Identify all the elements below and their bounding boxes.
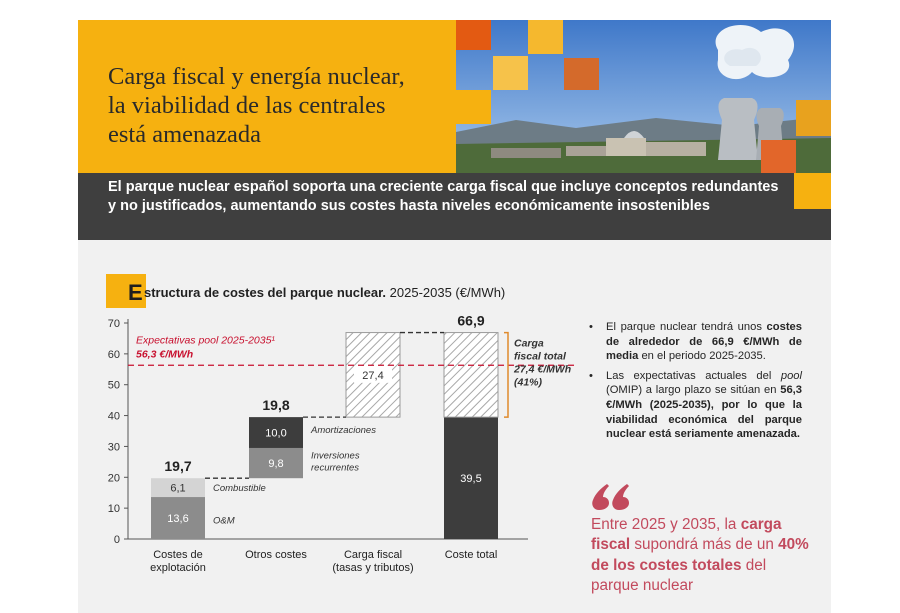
nuclear-plant-photo — [456, 20, 831, 173]
bullet-list — [586, 320, 802, 447]
data-label: 6,1 — [170, 482, 186, 495]
bullet-dot-icon: • — [589, 321, 593, 333]
quote-segment: supondrá más de un — [630, 536, 779, 554]
data-label: 27,4 — [362, 369, 384, 382]
bullet-segment: El parque nuclear tendrá unos — [606, 321, 767, 333]
browser-top-strip — [0, 0, 900, 21]
chart-heading — [106, 274, 626, 308]
segment-annotation: Amortizaciones — [311, 425, 376, 437]
total-label: 66,9 — [457, 312, 485, 329]
y-tick-label: 10 — [107, 503, 120, 516]
data-label: 39,5 — [460, 473, 482, 486]
chart-title-rest: 2025-2035 (€/MWh) — [389, 285, 506, 300]
subtitle: El parque nuclear español soporta una creciente carga fiscal que incluye conceptos redundantes y no justificados, aumentando sus costes hasta niveles económicamente insostenibles — [108, 179, 779, 214]
total-label: 19,7 — [164, 458, 192, 475]
bullet-segment: pool — [780, 369, 802, 382]
data-label: 9,8 — [268, 458, 284, 471]
bullet-item — [586, 320, 802, 364]
title-banner — [78, 20, 456, 173]
quote-segment: Entre 2025 y 2035, la — [591, 516, 741, 533]
reference-line-value: 56,3 €/MWh — [136, 348, 194, 361]
data-label: 13,6 — [167, 513, 189, 526]
bullet-segment: costes de alrededor de 66,9 €/MWh de media — [606, 321, 802, 363]
bracket-annotation: fiscal total — [514, 350, 566, 363]
bullet-item — [586, 369, 802, 442]
segment-annotation: O&M — [213, 515, 235, 527]
bullet-segment: (OMIP) a largo plazo se sitúan en — [606, 384, 781, 397]
bullet-segment: 56,3 €/MWh (2025-2035), por lo que la viabilidad económica del parque nuclear está seriamente amenazada. — [606, 384, 802, 441]
segment-annotation: Inversiones — [311, 450, 360, 462]
document-page — [78, 20, 831, 613]
category-label: (tasas y tributos) — [332, 562, 414, 574]
chart-title — [144, 285, 505, 300]
y-tick-label: 70 — [107, 318, 120, 330]
title-line-3: está amenazada — [108, 121, 262, 148]
page-title — [108, 62, 448, 149]
left-margin — [0, 20, 78, 613]
title-line-1: Carga fiscal y energía nuclear, — [108, 63, 405, 90]
y-tick-label: 20 — [107, 472, 120, 485]
category-label: Coste total — [444, 549, 498, 561]
category-label: Otros costes — [245, 549, 307, 561]
y-tick-label: 30 — [107, 441, 120, 454]
data-label: 10,0 — [265, 427, 287, 440]
quote-icon — [591, 482, 631, 512]
category-label: explotación — [150, 562, 206, 574]
bracket-annotation: Carga — [514, 337, 544, 350]
heading-initial: E — [128, 280, 143, 305]
quote-text — [591, 515, 816, 596]
segment-annotation: Combustible — [213, 482, 266, 494]
y-tick-label: 0 — [113, 534, 120, 546]
bracket — [504, 333, 508, 418]
y-tick-label: 60 — [107, 348, 120, 361]
decorative-square — [794, 173, 831, 209]
bullet-dot-icon: • — [589, 369, 593, 382]
bullet-segment: en el periodo 2025-2035. — [638, 350, 766, 363]
reference-line-label: Expectativas pool 2025-2035¹ — [136, 334, 275, 347]
quote-segment: del parque nuclear — [591, 556, 767, 594]
bullet-segment: Las expectativas actuales del — [606, 369, 781, 382]
y-tick-label: 50 — [107, 379, 120, 392]
bracket-annotation: 27,4 €/MWh — [514, 363, 572, 376]
chart-svg — [78, 310, 578, 580]
bar-segment — [444, 333, 498, 418]
category-label: Costes de — [153, 549, 203, 561]
waterfall-chart — [78, 310, 578, 580]
title-line-2: la viabilidad de las centrales — [108, 92, 386, 119]
bracket-annotation: (41%) — [514, 376, 543, 389]
right-margin — [831, 20, 900, 613]
subtitle-band — [78, 173, 831, 240]
y-tick-label: 40 — [107, 410, 120, 423]
segment-annotation: recurrentes — [311, 462, 360, 474]
quote-segment: carga fiscal — [591, 516, 782, 554]
total-label: 19,8 — [262, 397, 290, 414]
quote-segment: 40% de los costes totales — [591, 536, 809, 574]
category-label: Carga fiscal — [343, 549, 403, 561]
chart-title-bold: structura de costes del parque nuclear. — [144, 285, 387, 300]
